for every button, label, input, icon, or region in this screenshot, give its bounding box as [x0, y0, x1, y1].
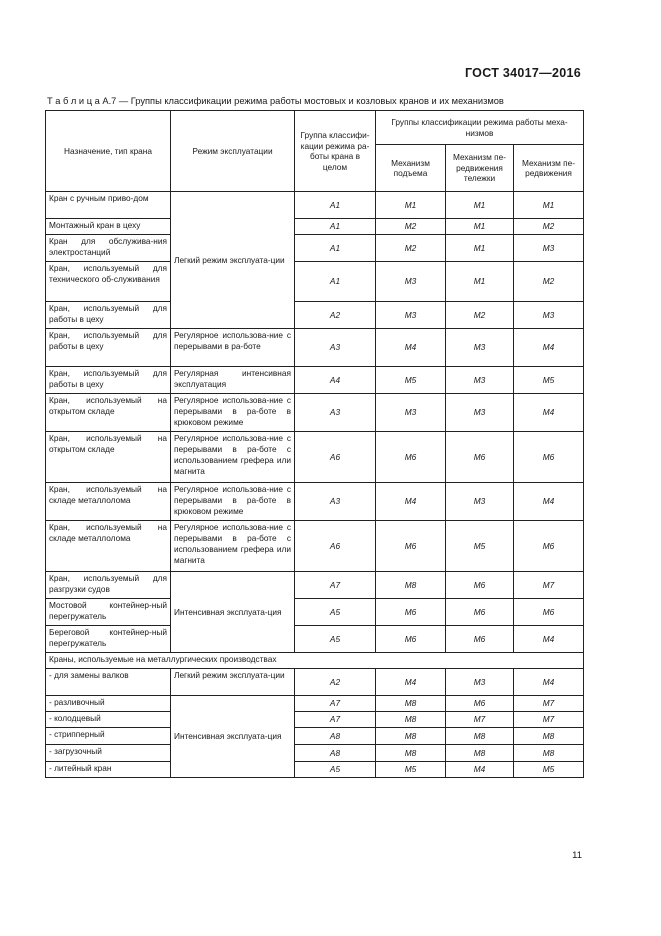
travel-group: M7 — [514, 696, 584, 712]
trolley-group: M8 — [446, 728, 514, 745]
crane-type: Монтажный кран в цеху — [46, 219, 171, 235]
table-row — [46, 572, 584, 599]
table-row — [46, 712, 584, 728]
table-row — [46, 262, 584, 302]
col-header-crane-group: Группа классифи-кации режима ра-боты крана в целом — [295, 111, 376, 192]
operating-mode: Регулярное использова-ние с перерывами в ра-боте — [171, 329, 295, 367]
page-number: 11 — [572, 850, 582, 861]
table-row — [46, 192, 584, 219]
lifting-group: M8 — [376, 572, 446, 599]
table-row — [46, 302, 584, 329]
travel-group: M2 — [514, 262, 584, 302]
table-row — [46, 483, 584, 521]
travel-group: M4 — [514, 394, 584, 432]
travel-group: M7 — [514, 572, 584, 599]
operating-mode: Регулярное использова-ние с перерывами в ра-боте с использованием грефера или магнита — [171, 521, 295, 572]
crane-group: A5 — [295, 599, 376, 626]
crane-type: Кран, используемый на открытом складе — [46, 432, 171, 483]
crane-group: A6 — [295, 432, 376, 483]
lifting-group: M2 — [376, 219, 446, 235]
col-header-mechanism-groups: Группы классификации режима работы меха-низмов — [376, 111, 584, 145]
lifting-group: M3 — [376, 394, 446, 432]
trolley-group: M1 — [446, 219, 514, 235]
crane-group: A8 — [295, 728, 376, 745]
trolley-group: M3 — [446, 329, 514, 367]
trolley-group: M7 — [446, 712, 514, 728]
crane-group: A1 — [295, 262, 376, 302]
crane-group: A6 — [295, 521, 376, 572]
crane-group: A3 — [295, 329, 376, 367]
lifting-group: M5 — [376, 762, 446, 778]
travel-group: M6 — [514, 599, 584, 626]
crane-type: Кран с ручным приво-дом — [46, 192, 171, 219]
lifting-group: M1 — [376, 192, 446, 219]
table-row — [46, 219, 584, 235]
lifting-group: M6 — [376, 432, 446, 483]
crane-group: A3 — [295, 483, 376, 521]
crane-type: - разливочный — [46, 696, 171, 712]
travel-group: M8 — [514, 728, 584, 745]
trolley-group: M1 — [446, 235, 514, 262]
trolley-group: M8 — [446, 745, 514, 762]
trolley-group: M6 — [446, 572, 514, 599]
table-row — [46, 432, 584, 483]
col-header-travel: Механизм пе-редвижения — [514, 145, 584, 192]
crane-type: Кран, используемый для разгрузки судов — [46, 572, 171, 599]
col-header-purpose: Назначение, тип крана — [46, 111, 171, 192]
crane-group: A4 — [295, 367, 376, 394]
operating-mode: Регулярное использова-ние с перерывами в ра-боте в крюковом режиме — [171, 483, 295, 521]
trolley-group: M6 — [446, 599, 514, 626]
table-row — [46, 329, 584, 367]
lifting-group: M8 — [376, 696, 446, 712]
trolley-group: M3 — [446, 483, 514, 521]
col-header-mode: Режим эксплуатации — [171, 111, 295, 192]
crane-type: - литейный кран — [46, 762, 171, 778]
crane-type: Кран, используемый на складе металлолома — [46, 483, 171, 521]
table-row — [46, 745, 584, 762]
trolley-group: M3 — [446, 669, 514, 696]
crane-group: A1 — [295, 192, 376, 219]
lifting-group: M6 — [376, 626, 446, 653]
section-row — [46, 653, 584, 669]
trolley-group: M5 — [446, 521, 514, 572]
travel-group: M4 — [514, 329, 584, 367]
travel-group: M4 — [514, 626, 584, 653]
crane-group: A5 — [295, 762, 376, 778]
trolley-group: M3 — [446, 367, 514, 394]
travel-group: M2 — [514, 219, 584, 235]
table-row — [46, 696, 584, 712]
lifting-group: M2 — [376, 235, 446, 262]
crane-group: A8 — [295, 745, 376, 762]
operating-mode: Интенсивная эксплуата-ция — [171, 572, 295, 653]
crane-type: Кран, используемый на открытом складе — [46, 394, 171, 432]
crane-type: Кран для обслужива-ния электростанций — [46, 235, 171, 262]
travel-group: M5 — [514, 367, 584, 394]
section-title: Краны, используемые на металлургических производствах — [46, 653, 584, 669]
trolley-group: M3 — [446, 394, 514, 432]
table-caption: Т а б л и ц а А.7 — Группы классификации режима работы мостовых и козловых кранов и их механизмов — [47, 96, 504, 106]
trolley-group: M6 — [446, 626, 514, 653]
operating-mode: Легкий режим эксплуата-ции — [171, 669, 295, 696]
table-row — [46, 762, 584, 778]
crane-type: - загрузочный — [46, 745, 171, 762]
crane-group: A7 — [295, 712, 376, 728]
table-row — [46, 521, 584, 572]
crane-group: A7 — [295, 696, 376, 712]
lifting-group: M3 — [376, 302, 446, 329]
crane-group: A7 — [295, 572, 376, 599]
trolley-group: M6 — [446, 432, 514, 483]
travel-group: M5 — [514, 762, 584, 778]
lifting-group: M6 — [376, 521, 446, 572]
travel-group: M3 — [514, 302, 584, 329]
crane-group: A1 — [295, 219, 376, 235]
crane-type: Кран, используемый для работы в цеху — [46, 329, 171, 367]
crane-group: A5 — [295, 626, 376, 653]
crane-type: Кран, используемый для работы в цеху — [46, 302, 171, 329]
lifting-group: M6 — [376, 599, 446, 626]
table-row — [46, 394, 584, 432]
crane-group: A2 — [295, 669, 376, 696]
crane-type: Мостовой контейнер-ный перегружатель — [46, 599, 171, 626]
lifting-group: M4 — [376, 669, 446, 696]
travel-group: M6 — [514, 521, 584, 572]
trolley-group: M1 — [446, 262, 514, 302]
trolley-group: M6 — [446, 696, 514, 712]
travel-group: M6 — [514, 432, 584, 483]
operating-mode: Интенсивная эксплуата-ция — [171, 696, 295, 778]
lifting-group: M8 — [376, 728, 446, 745]
table-row — [46, 367, 584, 394]
lifting-group: M4 — [376, 329, 446, 367]
travel-group: M7 — [514, 712, 584, 728]
operating-mode: Регулярное использова-ние с перерывами в ра-боте с использованием грефера или магнита — [171, 432, 295, 483]
table-row — [46, 235, 584, 262]
lifting-group: M8 — [376, 712, 446, 728]
crane-group: A2 — [295, 302, 376, 329]
travel-group: M4 — [514, 483, 584, 521]
standard-number: ГОСТ 34017—2016 — [464, 66, 581, 80]
lifting-group: M5 — [376, 367, 446, 394]
table-row — [46, 599, 584, 626]
travel-group: M8 — [514, 745, 584, 762]
classification-table — [45, 110, 584, 778]
crane-type: Кран, используемый для технического об-служивания — [46, 262, 171, 302]
crane-type: - для замены валков — [46, 669, 171, 696]
lifting-group: M8 — [376, 745, 446, 762]
travel-group: M4 — [514, 669, 584, 696]
travel-group: M3 — [514, 235, 584, 262]
crane-group: A1 — [295, 235, 376, 262]
crane-type: - стрипперный — [46, 728, 171, 745]
crane-type: Кран, используемый для работы в цеху — [46, 367, 171, 394]
col-header-lifting: Механизм подъема — [376, 145, 446, 192]
operating-mode: Регулярное использова-ние с перерывами в ра-боте в крюковом режиме — [171, 394, 295, 432]
crane-type: - колодцевый — [46, 712, 171, 728]
lifting-group: M3 — [376, 262, 446, 302]
table-row — [46, 728, 584, 745]
table-row — [46, 669, 584, 696]
crane-type: Береговой контейнер-ный перегружатель — [46, 626, 171, 653]
crane-group: A3 — [295, 394, 376, 432]
travel-group: M1 — [514, 192, 584, 219]
trolley-group: M4 — [446, 762, 514, 778]
col-header-trolley: Механизм пе-редвижения тележки — [446, 145, 514, 192]
operating-mode: Регулярная интенсивная эксплуатация — [171, 367, 295, 394]
lifting-group: M4 — [376, 483, 446, 521]
operating-mode: Легкий режим эксплуата-ции — [171, 192, 295, 329]
table-row — [46, 626, 584, 653]
trolley-group: M1 — [446, 192, 514, 219]
trolley-group: M2 — [446, 302, 514, 329]
crane-type: Кран, используемый на складе металлолома — [46, 521, 171, 572]
